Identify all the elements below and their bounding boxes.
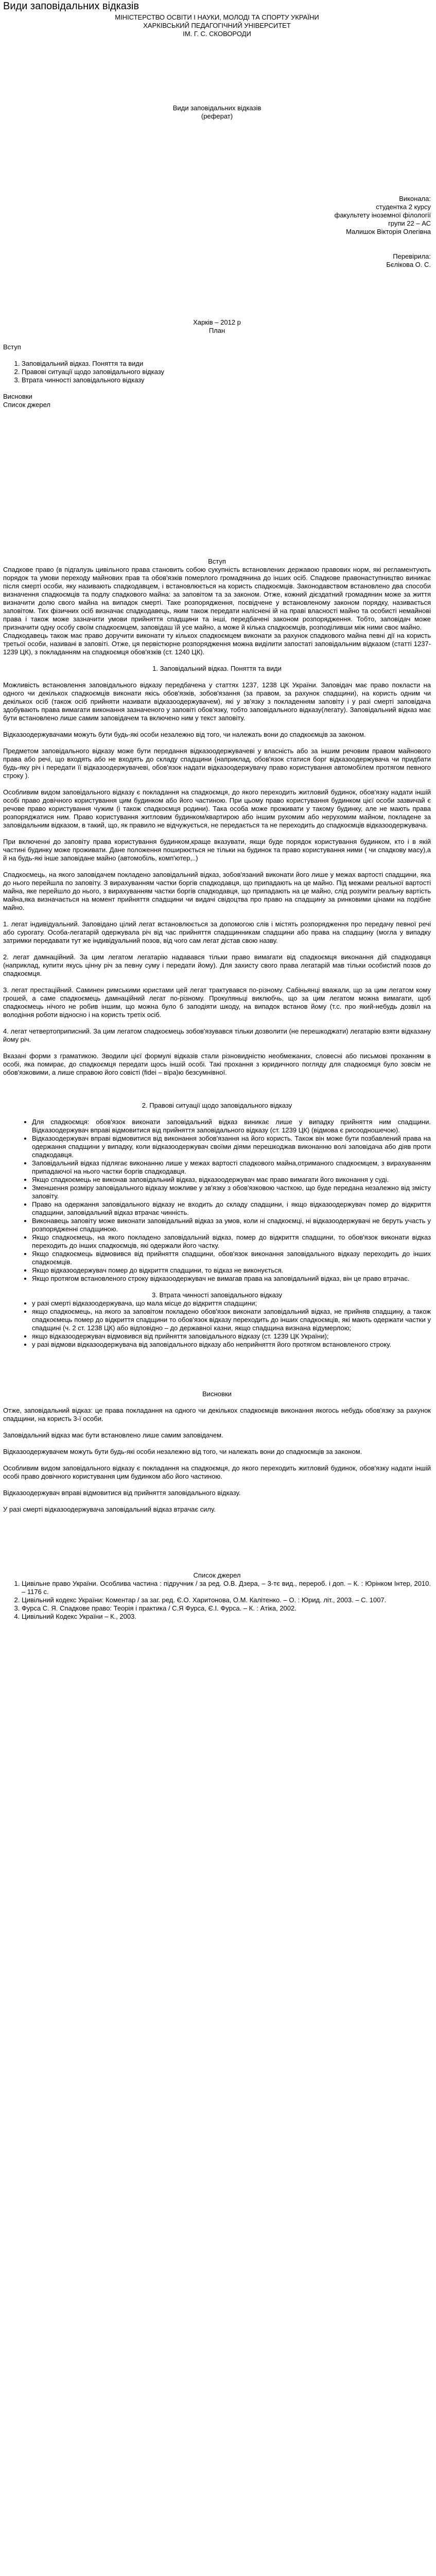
section-1-paragraph: 3. легат престаційний. Саминен римськими юристами цей легат трактувався по-різному. Сабіньянці вважали, що за цим легатом кому грошей, а саме спадкоємець дамнаційний легат по-різному. Прокуляньці виклюбчь, що за цим легатом можна вимагати, щоб спадкоємець нічого не робив іншим, що можна було б заподіяти шкоду, на випадок встанов йому (т.с. про який-небудь дозвіл на володіння роботи відносно і на користь третіх осіб. [3,986,431,1019]
plan-list [3,360,431,384]
checker-label: Перевірила: [393,252,431,260]
performer-name: Малишок Вікторія Олегівна [346,228,431,235]
intro-paragraph: Спадкодавець також має право доручити виконати ту кількох спадкоємцем виконати за рахунок спадкового майна певні дії на користь третьої особи, називані в заповіті. Отже, ця первістюрне розпорядження можна виділити запостаті заповідальним відказом (статті 1237-1239 ЦК), з покладанням на спадкоємця обов'язків (ст. 1240 ЦК). [3,632,431,656]
section-1-paragraph: 2. легат дамнаційний. За цим легатом легатарію надавався тільки право вимагати від спадкоємця виконання дій спадкодавця (наприклад, купити якусь цінну річ за певну суму і передати йому). Для захисту свого права легатарій мав тільки особистий позов до спадкоємця. [3,953,431,977]
section-2-item: • Якщо спадкоємець, на якого покладено заповідальний відказ, помер до відкриття спадщини, то обов'язок виконати відказ переходить до інших спадкоємців, які одержали його частку. [32,1233,431,1250]
source-item: 4. Цивільний Кодекс України – К., 2003. [22,1613,431,1621]
cover-title-block [3,104,431,121]
ministry-line: МІНІСТЕРСТВО ОСВІТИ І НАУКИ, МОЛОДІ ТА СПОРТУ УКРАЇНИ [115,13,319,21]
section-1-paragraph: Предметом заповідального відказу може бути передання відказоодержувачеві у власність або за іншим речовим правом майнового права або речі, що входять або не входять до складу спадщини (наприклад, обов'язок статися борг відказоодержувача чи придбати будь-яку річ і передати її відказоодержувачеві, обов'язок надати відказоодержувачу право користування автомобілем протягом певного строку ). [3,747,431,779]
source-item: 3. Фурса С. Я. Спадкове право: Теорія і практика / С.Я Фурса, Є.І. Фурса. – К. : Атіка, 2002. [22,1604,431,1613]
plan-item: 3. Втрата чинності заповідального відказу [22,376,431,384]
section-2-item: • Якщо відказоодержувач помер до відкриття спадщини, то відказ не виконується. [32,1266,431,1275]
work-type: (реферат) [201,112,233,120]
plan-intro: Вступ [3,343,21,351]
plan-title: План [208,327,225,334]
conclusions-paragraph: Отже, заповідальний відказ: це права покладання на одного чи декількох спадкоємців виконання якогось небудь обов'язку за рахунок спадщини, на користь 3-ї особи. [3,1406,431,1422]
performer-block [3,195,431,236]
conclusions-paragraph: Заповідальний відказ має бути встановлено лише самим заповідачем. [3,1431,223,1439]
section-1-paragraph: Особливим видом заповідального відказу є покладання на спадкоємця, до якого переходить житловий будинок, обов'язку надати іншій особі право довічного користування цим будинком або його частиною. При цьому право користування будинком цієї особи зазвичай є речове право користування чужим (і також спадкоємця родини). Така особа може проживати у такому будинку, але не мають права розпоряджатися ним. Право користування житловим будинком/квартирою або іншим рухомим або нерухомим майном, покладене за заповідальним відказом, в такий, що, як правило не відчужується, не передається та не переходить до спадкоємців відказоодержувача. [3,788,431,829]
city-year: Харків – 2012 р [193,318,241,326]
performer-course: студентка 2 курсу [376,203,431,211]
source-item: 1. Цивільне право України. Особлива частина : підручник / за ред. О.В. Дзера, – 3-тє вид., перероб. і доп. – К. : Юрінком Інтер, 2010. – 1176 с. [22,1580,431,1596]
plan-item: 2. Правові ситуації щодо заповідального відказу [22,368,431,376]
section-1-paragraph: Спадкоємець, на якого заповідачем покладено заповідальний відказ, зобов'язаний виконати його лише у межах вартості спадщини, яка до нього перейшла по заповіту. З вирахуванням частки боргів спадкодавця, що припадають на це майно. Під межами реальної вартості майна, яке перейшло до нього, з вирахуванням частки боргів спадкодавця, що припадають на це майно, слід розуміти реальну вартість майна,яка визначається на момент прийняття спадщини чи видачі свідоцтва про право на спадщину за ринковими цінами на подібне майно. [3,871,431,911]
source-item: 2. Цивільний кодекс України: Коментар / за заг. ред. Є.О. Харитонова, О.М. Калітенко. – О. : Юрид. літ., 2003. – С. 1007. [22,1596,431,1604]
section-3-item: • якщо спадкоємець, на якого за заповітом покладено обов'язок виконати заповідальний відказ, не прийняв спадщину, а також спадкоємець помер до відкриття спадщини то обов'язок відказу переходить до інших спадкоємців, які мають одержати частки у спадщині (ч. 2 ст. 1238 ЦК) або відповідно – до державної казни, якщо спадщина визнана відумерлою; [32,1308,431,1332]
sources-title: Список джерел [193,1571,241,1579]
section-3 [3,1291,431,1349]
section-2-item: • Заповідальний відказ підлягає виконанню лише у межах вартості спадкового майна,отриманого спадкоємцем, з вирахуванням припадаючої на нього частки боргів спадкодавця. [32,1159,431,1176]
performer-group: групи 22 – АС [388,219,431,227]
section-1-paragraph: Відказоодержувачами можуть бути будь-які особи незалежно від того, чи належать вони до спадкоємців за законом. [3,731,366,738]
document-title: Види заповідальних відказів [3,1,139,12]
section-2-item: • Якщо спадкоємець відмовився від прийняття спадщини, обов'язок виконання заповідального відказу переходить до інших спадкоємців. [32,1250,431,1266]
section-2 [3,1101,431,1283]
conclusions-paragraph: Відказоодержувач вправі відмовитися від прийняття заповідального відказу. [3,1489,241,1497]
section-1-title: 1. Заповідальний відказ. Поняття та види [152,665,282,672]
plan-conclusions: Висновки [3,393,32,400]
named-after-line: ІМ. Г. С. СКОВОРОДИ [183,30,251,38]
section-2-item: • Зменшення розміру заповідального відказу можливе у зв'язку з обов'язковою часткою, що буде передана незалежно від змісту заповіту. [32,1184,431,1200]
section-2-item: • Відказоодержувач вправі відмовитися від виконання зобов'язання на його користь. Також він може бути позбавлений права на одержання спадщини у випадку, коли відказоодержувач своїми діями перешкоджав виконанню волі заповідача або діяв проти спадкодавця. [32,1134,431,1159]
section-2-item: • Якщо протягом встановленого строку відказоодержувач не вимагав права на заповідальний відказ, він це право втрачає. [32,1275,431,1283]
checker-block [3,252,431,269]
sources-section [3,1571,431,1621]
conclusions-paragraph: Відказоодержувачем можуть бути будь-які особи незалежно від того, чи належать вони до спадкоємців за законом. [3,1448,362,1455]
intro-title: Вступ [208,557,226,565]
section-2-item: • Якщо спадкоємець не виконав заповідальний відказ, відказоодержувач має право вимагати його виконання у суді. [32,1176,431,1184]
checker-name: Бєлікова О. С. [386,261,431,268]
performer-label: Виконала: [399,195,431,202]
section-3-item: • у разі відмови відказоодержувача від заповідального відказу або неприйняття його протягом встановленого строку. [32,1341,431,1349]
conclusions-paragraph: Особливим видом заповідального відказу є покладання на спадкоємця, до якого переходить житловий будинок, обов'язку надати іншій особі право довічного користування цим будинком або його частиною. [3,1464,431,1480]
conclusions-paragraph: У разі смерті відказоодержувача заповідальний відказ втрачає силу. [3,1505,216,1513]
section-3-item: • у разі смерті відказоодержувача, що мала місце до відкриття спадщини; [32,1299,431,1308]
plan-sources: Список джерел [3,401,50,409]
intro-paragraph: Спадкове право (в підгалузь цивільного права становить собою сукупність встановлених державою правових норм, які регламентують порядок та умови переходу майнових прав та обов'язків померлого громадянина до інших осіб. Спадкове правонаступництво виникає після смерті особи, яку називають спадкодавцем, і встановлюється на користь спадкоємців. Законодавством встановлено два способи визначення спадкоємців та подлу спадкового майна: за заповітом та за законом. Отже, кожний дієздатний громадянин може за життя визначити долю свого майна на випадок смерті. Таке розпорядження, посвідчене у встановленому законом порядку, називається заповітом. Тих фізичних осіб визначає спадкодавець, яким також передати наліснені ій на праві власності майно та особисті немайнові права і також може зазначити умови прийняття спадщини та інші, передбачені законом розпорядження. Тобто, заповідач може призначити одну особу своїм спадкоємцем, заповідаш їй усе майно, а може й кілька спадкоємців, розподіливши між ними своє майно. [3,566,431,631]
sources-list [3,1580,431,1621]
section-3-item: • якщо відказоодержувач відмовився від прийняття заповідального відказу (ст. 1239 ЦК України); [32,1332,431,1341]
plan-item: 1. Заповідальний відказ. Поняття та види [22,360,431,368]
section-1 [3,665,431,1077]
section-1-paragraph: 4. легат четвертоприписний. За цим легатом спадкоємець зобов'язувався тільки дозволити (не перешкоджати) легатарію взяти відказану йому річ. [3,1027,431,1043]
section-2-list [3,1118,431,1283]
section-3-title: 3. Втрата чинності заповідального відказу [152,1291,282,1299]
section-2-item: • Виконавець заповіту може виконати заповідальний відказ за умов, коли ні спадкоємці, ні відказоодержувачі не беруть участь у розпорядженні спадщиною. [32,1217,431,1233]
section-1-paragraph: Вказані форми з граматикою. Зводили цієї формулі відказів стали різновидністю необмежаних, словесні або письмові проханням в особі, яка помирає, до спадкоємця передати щось іншій особі. Такі прохання з юридичного погляду для спадкоємця було зовсім не обов'язковими, а лише справою його совісті (fidei – віра)ю безсумнівної. [3,1052,431,1076]
section-2-item: • Для спадкоємця: обов'язок виконати заповідальний відказ виникає лише у випадку прийняття ним спадщини. Відказоодержувач вправі відмовитися від прийняття заповідального відказу (ст. 1239 ЦК) (відмова є рисоодношечою). [32,1118,431,1134]
institution-header [3,13,431,38]
section-3-list [3,1299,431,1349]
section-1-paragraph: 1. легат індивідуальний. Заповідано цілий легат встановлюється за допомогою слів і містять розпорядження про передачу певної речі або сурогату. Особа-легатарій одержувала річ від час прийняття спадщинникам спадщини або права на спадщину (могла у випадку затримки передавати тут же індивідуальний позов, від чого сам легат дістав свою назву. [3,920,431,944]
section-1-paragraph: Можливість встановлення заповідального відказу передбачена у статтях 1237, 1238 ЦК України. Заповідач має право покласти на одного чи декількох спадкоємців виконати якісь обов'язків, зобов'язання (за правом, за рахунок спадщини), на користь одним чи декількох осіб (також осіб прийняти називати відказоодержувачем), які у зв'язку з покладенням заповіту і у разі смерті заповідача здобувають права вимагати виконання зазначеного у заповіті обов'язку, тобто заповідального відказу(легату). Заповідальний відказ має бути встановлено лише самим заповідачем та включено ним у текст заповіту. [3,681,431,722]
conclusions-title: Висновки [202,1390,232,1398]
section-1-paragraph: При включенні до заповіту права користування будинком,краще вказувати, якщи буде порядок користування будинком, кто і в якій частині будинку може проживати. Дане положення поширюється не тільки на будинок та право користування ними ( чи спадкову масу),а й на будь-які інше заповідане майно (автомобіль, комп'ютер,..) [3,838,431,862]
conclusions-section [3,1390,431,1514]
performer-faculty: факультету іноземної філології [334,211,431,219]
section-2-item: • Право на одержання заповідального відказу не входить до складу спадщини, і якщо відказоодержувач помер до відкриття спадщини, заповідальний відказ втрачає чинність. [32,1200,431,1217]
plan-block [3,327,431,409]
university-line: ХАРКІВСЬКИЙ ПЕДАГОГІЧНИЙ УНІВЕРСИТЕТ [143,22,291,29]
section-2-title: 2. Правові ситуації щодо заповідального відказу [142,1101,292,1109]
work-title: Види заповідальних відказів [172,104,261,112]
intro-section [3,557,431,656]
